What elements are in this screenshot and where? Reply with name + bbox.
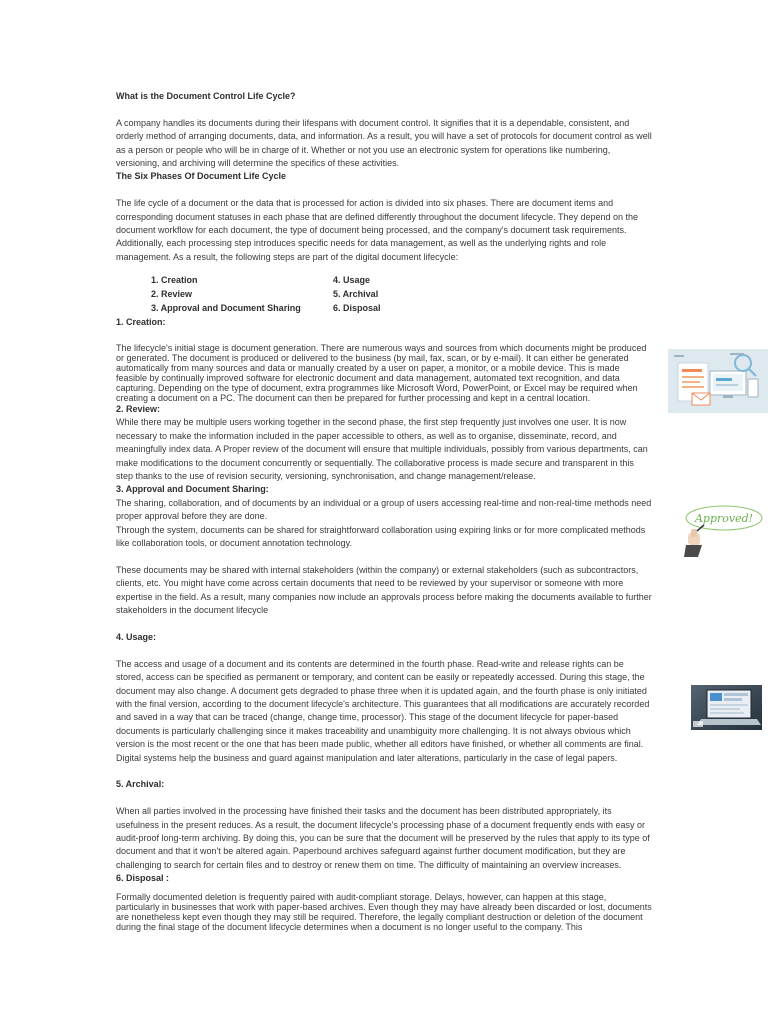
list-item: 3. Approval and Document Sharing bbox=[151, 303, 301, 314]
disposal-paragraph: Formally documented deletion is frequently paired with audit-compliant storage. Delays, however, can happen at this stage, particularly in businesses that work with paper-based archives. Even though they may have already been discarded or lost, documents are nonetheless kept even though they may still be required. Therefore, the legally compliant destruction or deletion of the document during the final stage of the document lifecycle determines when a document is no longer useful to the company. This bbox=[116, 891, 652, 932]
list-item: 4. Usage bbox=[333, 275, 371, 286]
archival-heading: 5. Archival: bbox=[116, 779, 165, 790]
review-heading: 2. Review: bbox=[116, 404, 161, 415]
approval-paragraph-3: These documents may be shared with internal stakeholders (within the company) or external stakeholders (such as subcontractors, clients, etc. You might have come across certain documents that need to be reviewed by your supervisor or someone with more expertise in the field. As a result, many companies now include an approvals process before making the documents available to further stakeholders in the document lifecycle bbox=[116, 564, 652, 616]
archival-paragraph: When all parties involved in the processing have finished their tasks and the document has been distributed appropriately, its usefulness in the present reduces. As a result, the document lifecycle's processing phase of a document frequently ends with easy or audit-proof long-term archiving. By doing this, you can be sure that the document will be preserved by the rules that apply to its type of document and that it won't be altered again. Paperbound archives safeguard against further document modification, but they are challenging to search for certain files and to destroy or renew them on time. The difficulty of maintaining an overview increases. bbox=[116, 806, 650, 870]
document-workflow-illustration bbox=[668, 349, 768, 413]
phases-heading: The Six Phases Of Document Life Cycle bbox=[116, 171, 287, 182]
list-item: 2. Review bbox=[151, 289, 193, 300]
approval-heading: 3. Approval and Document Sharing: bbox=[116, 484, 269, 495]
usage-heading: 4. Usage: bbox=[116, 631, 157, 642]
page-title: What is the Document Control Life Cycle? bbox=[116, 91, 296, 101]
creation-heading: 1. Creation: bbox=[116, 317, 166, 328]
disposal-heading: 6. Disposal : bbox=[116, 873, 170, 884]
list-item: 6. Disposal bbox=[333, 303, 381, 314]
phases-intro-paragraph: The life cycle of a document or the data that is processed for action is divided into six phases. There are document items and corresponding document statuses in each phase that are defined differently throughout the document lifecycle. They depend on the document workflow for each document, the type of document being processed, and the company's document task requirements. Additionally, each processing step introduces specific needs for data management, as well as the underlying rights and role management. As a result, the following steps are part of the digital document lifecycle: bbox=[116, 198, 639, 262]
review-paragraph: While there may be multiple users working together in the second phase, the first step frequently just involves one user. It is now necessary to make the information included in the paper accessible to others, as well as to organise, disseminate, record, and meaningfully index data. A Proper review of the document will ensure that multiple individuals, possibly from various departments, can make modifications to the document concurrently or sequentially. The collaborative process is made secure and transparent in this step thanks to the use of revision security, versioning, synchronisation, and change management/release. bbox=[116, 417, 648, 482]
approved-text: Approved! bbox=[694, 512, 754, 525]
intro-paragraph: A company handles its documents during their lifespans with document control. It signifies that it is a dependable, consistent, and orderly method of arranging documents, data, and information. As a result, you will have a set of protocols for document control as well as a person or people who will be in charge of it. Whether or not you use an electronic system for operations like numbering, versioning, and archiving will determine the specifics of these activities. bbox=[116, 117, 652, 169]
phase-list bbox=[116, 266, 652, 314]
list-item: 5. Archival bbox=[333, 289, 379, 300]
document-body bbox=[116, 90, 652, 932]
list-item: 1. Creation bbox=[151, 275, 198, 286]
approval-paragraph-2: Through the system, documents can be shared for straightforward collaboration using expiring links or for more complicated methods like collaboration tools, or document annotation technology. bbox=[116, 524, 646, 549]
usage-paragraph: The access and usage of a document and its contents are determined in the fourth phase. Read-write and release rights can be stored, access can be specified as permanent or temporary, and content can be easily or repeatedly accessed. During this stage, the document may also change. A document gets degraded to phase three when it is updated again, and the fourth phase is only initiated with the final version, according to the document lifecycle's architecture. This guarantees that all modifications are accurately recorded and saved in a way that can be traced (change, change time, processor). This stage of the document lifecycle for paper-based documents is particularly challenging since it makes traceability and unambiguity more challenging. It is not always obvious which version is the most recent or the one that has been made public, whether all editors have finished, or whether all comments are final. Digital systems help the business and guard against manipulation and later alterations, particularly in the case of legal papers. bbox=[116, 658, 650, 763]
laptop-dashboard-illustration bbox=[691, 685, 762, 730]
approved-illustration bbox=[680, 503, 764, 559]
creation-paragraph: The lifecycle's initial stage is document generation. There are numerous ways and sources from which documents might be produced or generated. The document is produced or delivered to the business (by mail, fax, scan, or by e-mail). It can either be generated automatically from many sources and data or manually created by a user on paper, a monitor, or a mobile device. This is made feasible by continually improved software for electronic document and data management, automated text recognition, and data capturing. Depending on the type of document, extra programmes like Microsoft Word, PowerPoint, or Excel may be required when creating a document on a PC. The document can then be prepared for further processing and kept in a central location. bbox=[116, 343, 647, 404]
approval-paragraph-1: The sharing, collaboration, and of documents by an individual or a group of users accessing real-time and non-real-time methods need proper approval before they are done. bbox=[116, 497, 652, 522]
